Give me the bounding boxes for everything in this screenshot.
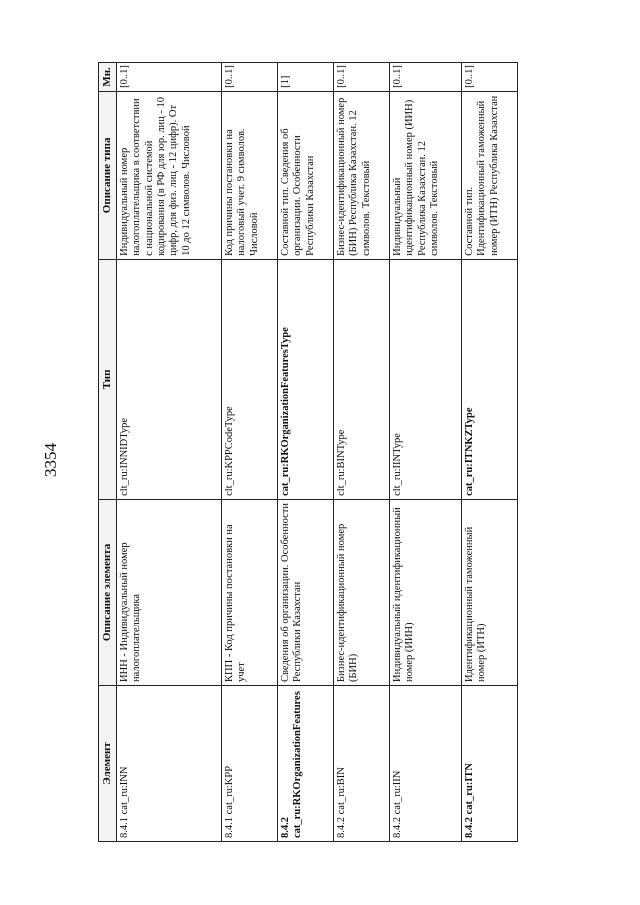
table-row [116,63,221,842]
page-number-text: 3354 [41,443,60,477]
cell-type: cat_ru:RKOrganizationFeaturesType [278,259,334,499]
cell-element: 8.4.2 cat_ru:RKOrganizationFeatures [278,685,334,841]
cell-element: 8.4.2 cat_ru:BIN [333,685,389,841]
cell-type-description: Бизнес-идентификационный номер (БИН) Республика Казахстан. 12 символов. Текстовый [333,91,389,259]
table-row [222,63,278,842]
cell-element-description: Бизнес-идентификационный номер (БИН) [333,499,389,685]
header-multiplicity: Мн. [99,63,117,92]
page-number [40,430,62,490]
cell-type: clt_ru:IINType [389,259,461,499]
cell-element-description: Сведения об организации. Особенности Республики Казахстан [278,499,334,685]
elements-table [98,62,518,842]
cell-type-description: Индивидуальный номер налогоплательщика в соответствии с национальной системой кодирования (в РФ для юр. лиц - 10 цифр, для физ. лиц - 12 цифр). От 10 до 12 символов. Числовой [116,91,221,259]
cell-element: 8.4.1 cat_ru:INN [116,685,221,841]
cell-element: 8.4.2 cat_ru:ITN [462,685,518,841]
cell-multiplicity: [0..1] [389,63,461,92]
table-row [278,63,334,842]
header-element: Элемент [99,685,117,841]
header-type-description: Описание типа [99,91,117,259]
table-row [389,63,461,842]
cell-element: 8.4.2 cat_ru:IIN [389,685,461,841]
cell-type: clt_ru:KPPCodeType [222,259,278,499]
cell-multiplicity: [1] [278,63,334,92]
table-row [462,63,518,842]
rotated-table-sheet [98,62,518,842]
table-header-row [99,63,117,842]
header-type: Тип [99,259,117,499]
cell-type-description: Составной тип. Сведения об организации. Особенности Республики Казахстан [278,91,334,259]
cell-type-description: Код причины постановки на налоговый учет. 9 символов. Числовой [222,91,278,259]
cell-type-description: Индивидуальный идентификационный номер (ИИН) Республика Казахстан. 12 символов. Текстовый [389,91,461,259]
cell-element-description: Индивидуальный идентификационный номер (ИИН) [389,499,461,685]
cell-element-description: Идентификационный таможенный номер (ИТН) [462,499,518,685]
header-element-description: Описание элемента [99,499,117,685]
cell-element-description: КПП - Код причины постановки на учет [222,499,278,685]
cell-type: cat_ru:ITNKZType [462,259,518,499]
cell-type: clt_ru:INNIDType [116,259,221,499]
cell-type-description: Составной тип. Идентификационный таможенный номер (ИТН) Республика Казахстан [462,91,518,259]
cell-type: clt_ru:BINType [333,259,389,499]
cell-element-description: ИНН - Индивидуальный номер налогоплательщика [116,499,221,685]
table-row [333,63,389,842]
cell-multiplicity: [0..1] [462,63,518,92]
cell-element: 8.4.1 cat_ru:KPP [222,685,278,841]
cell-multiplicity: [0..1] [116,63,221,92]
cell-multiplicity: [0..1] [222,63,278,92]
cell-multiplicity: [0..1] [333,63,389,92]
